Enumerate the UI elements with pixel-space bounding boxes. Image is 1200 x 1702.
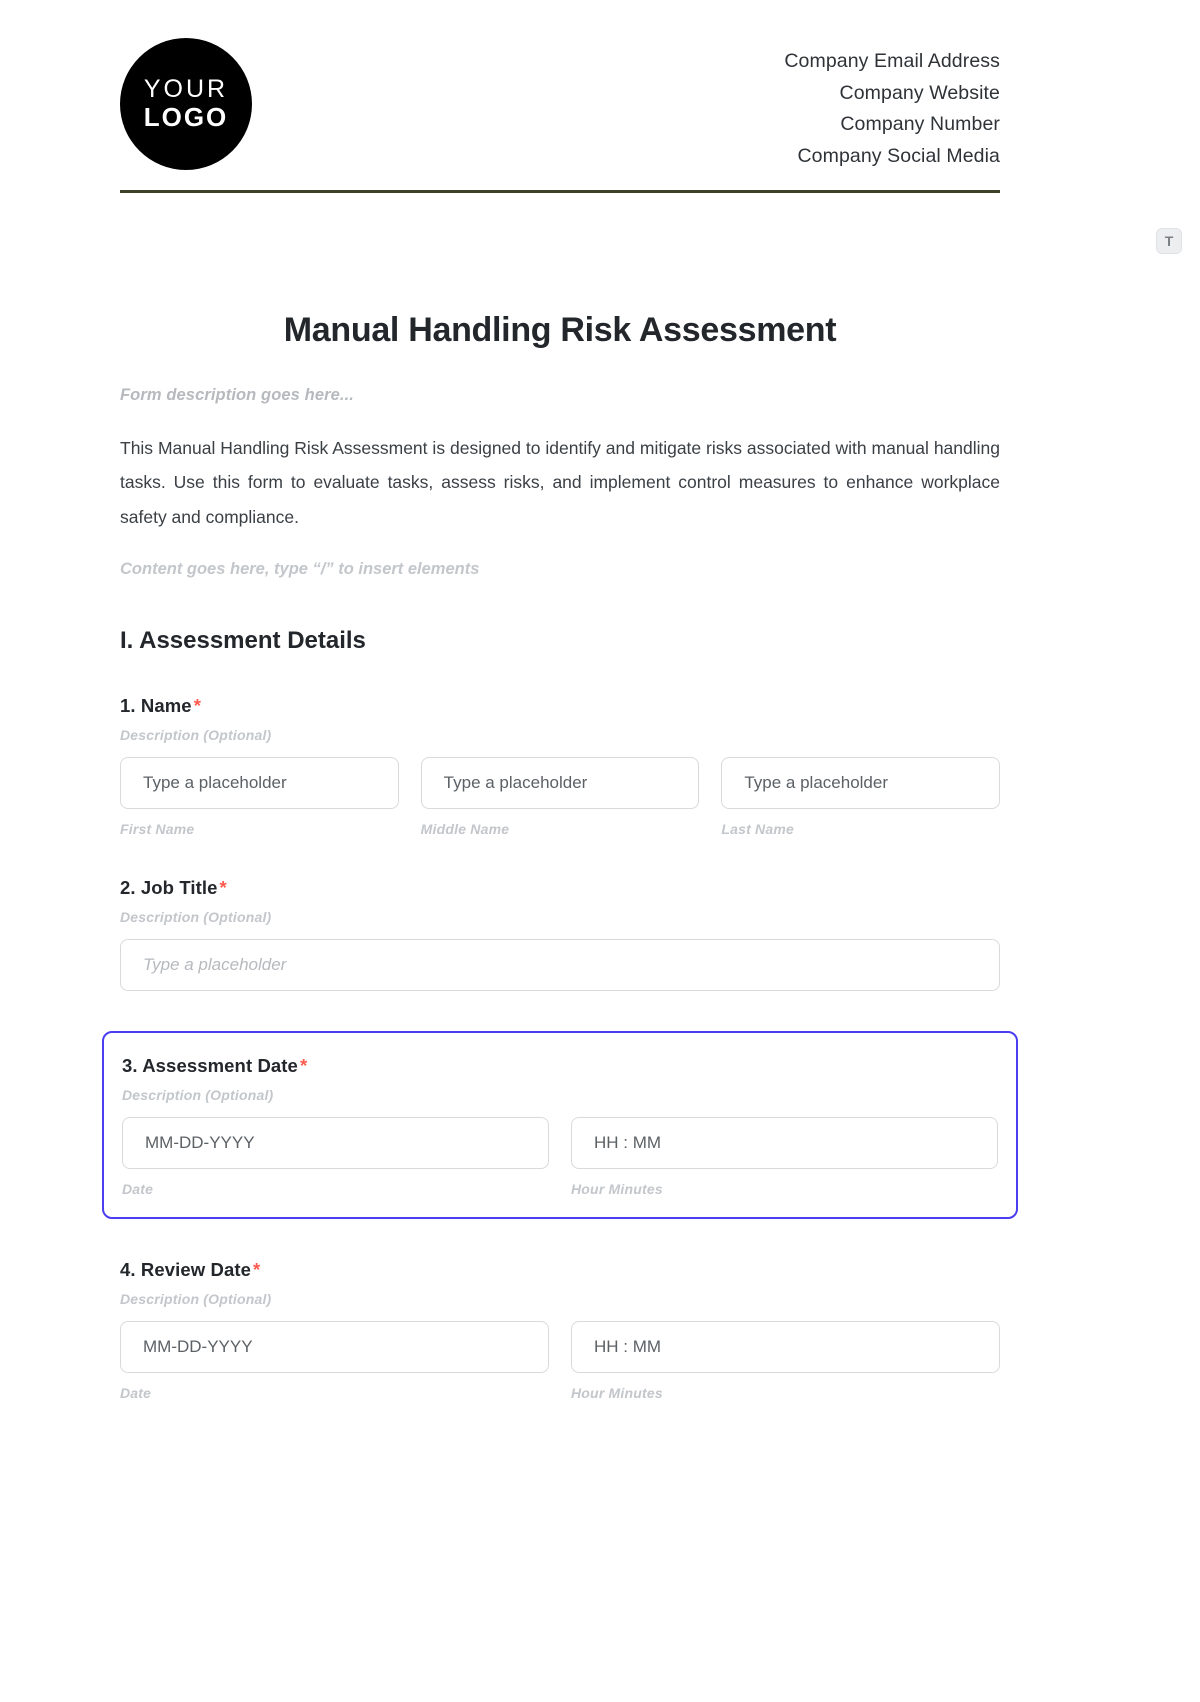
middle-name-input[interactable]: Type a placeholder	[421, 757, 700, 809]
question-assessment-date-text: Assessment Date	[142, 1054, 298, 1076]
company-logo	[120, 38, 252, 170]
document-header	[0, 0, 1200, 172]
question-assessment-date-fields	[122, 1117, 998, 1197]
document-body	[0, 311, 1200, 1460]
question-review-date-number: 4.	[120, 1258, 136, 1280]
question-job-title-description[interactable]: Description (Optional)	[120, 908, 272, 925]
logo-line-2: LOGO	[143, 102, 229, 133]
question-assessment-date-required: *	[299, 1054, 308, 1076]
question-review-date-fields	[120, 1321, 1000, 1401]
middle-name-sublabel: Middle Name	[420, 820, 510, 837]
review-time-sublabel: Hour Minutes	[571, 1384, 663, 1401]
field-group-review-time	[571, 1321, 1000, 1401]
page-title: Manual Handling Risk Assessment	[283, 311, 837, 350]
question-name-required: *	[193, 694, 201, 716]
job-title-input[interactable]: Type a placeholder	[120, 939, 1000, 991]
question-review-date-required: *	[253, 1258, 261, 1280]
review-date-sublabel: Date	[120, 1384, 152, 1401]
field-group-job-title	[120, 939, 1000, 991]
question-review-date-label	[120, 1259, 1000, 1281]
company-website: Company Website	[839, 81, 1000, 104]
first-name-input[interactable]: Type a placeholder	[120, 757, 399, 809]
question-assessment-date-number: 3.	[122, 1054, 138, 1076]
question-job-title[interactable]	[120, 877, 1000, 991]
question-assessment-date-description[interactable]: Description (Optional)	[122, 1086, 274, 1103]
review-date-input[interactable]: MM-DD-YYYY	[120, 1321, 549, 1373]
company-contact-block	[784, 46, 1000, 172]
field-group-middle-name	[421, 757, 700, 837]
text-tool-icon[interactable]: T	[1156, 228, 1182, 254]
last-name-sublabel: Last Name	[721, 820, 794, 837]
question-name-fields	[120, 757, 1000, 837]
last-name-input[interactable]: Type a placeholder	[721, 757, 1000, 809]
first-name-sublabel: First Name	[120, 820, 195, 837]
field-group-first-name	[120, 757, 399, 837]
question-review-date-description[interactable]: Description (Optional)	[120, 1290, 272, 1307]
question-job-title-fields	[120, 939, 1000, 991]
question-job-title-required: *	[219, 876, 227, 898]
question-name-label	[120, 695, 1000, 717]
content-insert-hint[interactable]: Content goes here, type “/” to insert elements	[120, 559, 480, 578]
assessment-time-sublabel: Hour Minutes	[571, 1180, 663, 1197]
question-name[interactable]	[120, 695, 1000, 837]
form-description-placeholder[interactable]: Form description goes here...	[120, 386, 354, 405]
field-group-review-date	[120, 1321, 549, 1401]
field-group-last-name	[721, 757, 1000, 837]
field-group-assessment-time	[571, 1117, 998, 1197]
logo-line-1: YOUR	[143, 75, 229, 104]
assessment-date-sublabel: Date	[122, 1180, 154, 1197]
intro-paragraph: This Manual Handling Risk Assessment is designed to identify and mitigate risks associated with manual handling tasks. Use this form to evaluate tasks, assess risks, and implement control measures to enhance workplace safety and compliance.	[120, 438, 1000, 527]
question-review-date[interactable]	[120, 1259, 1000, 1401]
review-time-input[interactable]: HH : MM	[571, 1321, 1000, 1373]
assessment-time-input[interactable]: HH : MM	[571, 1117, 998, 1169]
question-review-date-text: Review Date	[140, 1258, 251, 1280]
company-social-media: Company Social Media	[797, 144, 1000, 167]
question-job-title-label	[120, 877, 1000, 899]
question-assessment-date-label	[122, 1055, 998, 1077]
company-email-address: Company Email Address	[784, 50, 1000, 72]
question-name-description[interactable]: Description (Optional)	[120, 726, 272, 743]
question-name-text: Name	[140, 694, 192, 716]
field-group-assessment-date	[122, 1117, 549, 1197]
question-job-title-text: Job Title	[140, 876, 218, 898]
header-divider	[120, 190, 1000, 193]
question-assessment-date[interactable]	[102, 1031, 1018, 1219]
company-number: Company Number	[840, 113, 1000, 136]
question-name-number: 1.	[120, 694, 136, 716]
question-job-title-number: 2.	[120, 876, 136, 898]
section-title-assessment-details: I. Assessment Details	[120, 626, 366, 654]
assessment-date-input[interactable]: MM-DD-YYYY	[122, 1117, 549, 1169]
